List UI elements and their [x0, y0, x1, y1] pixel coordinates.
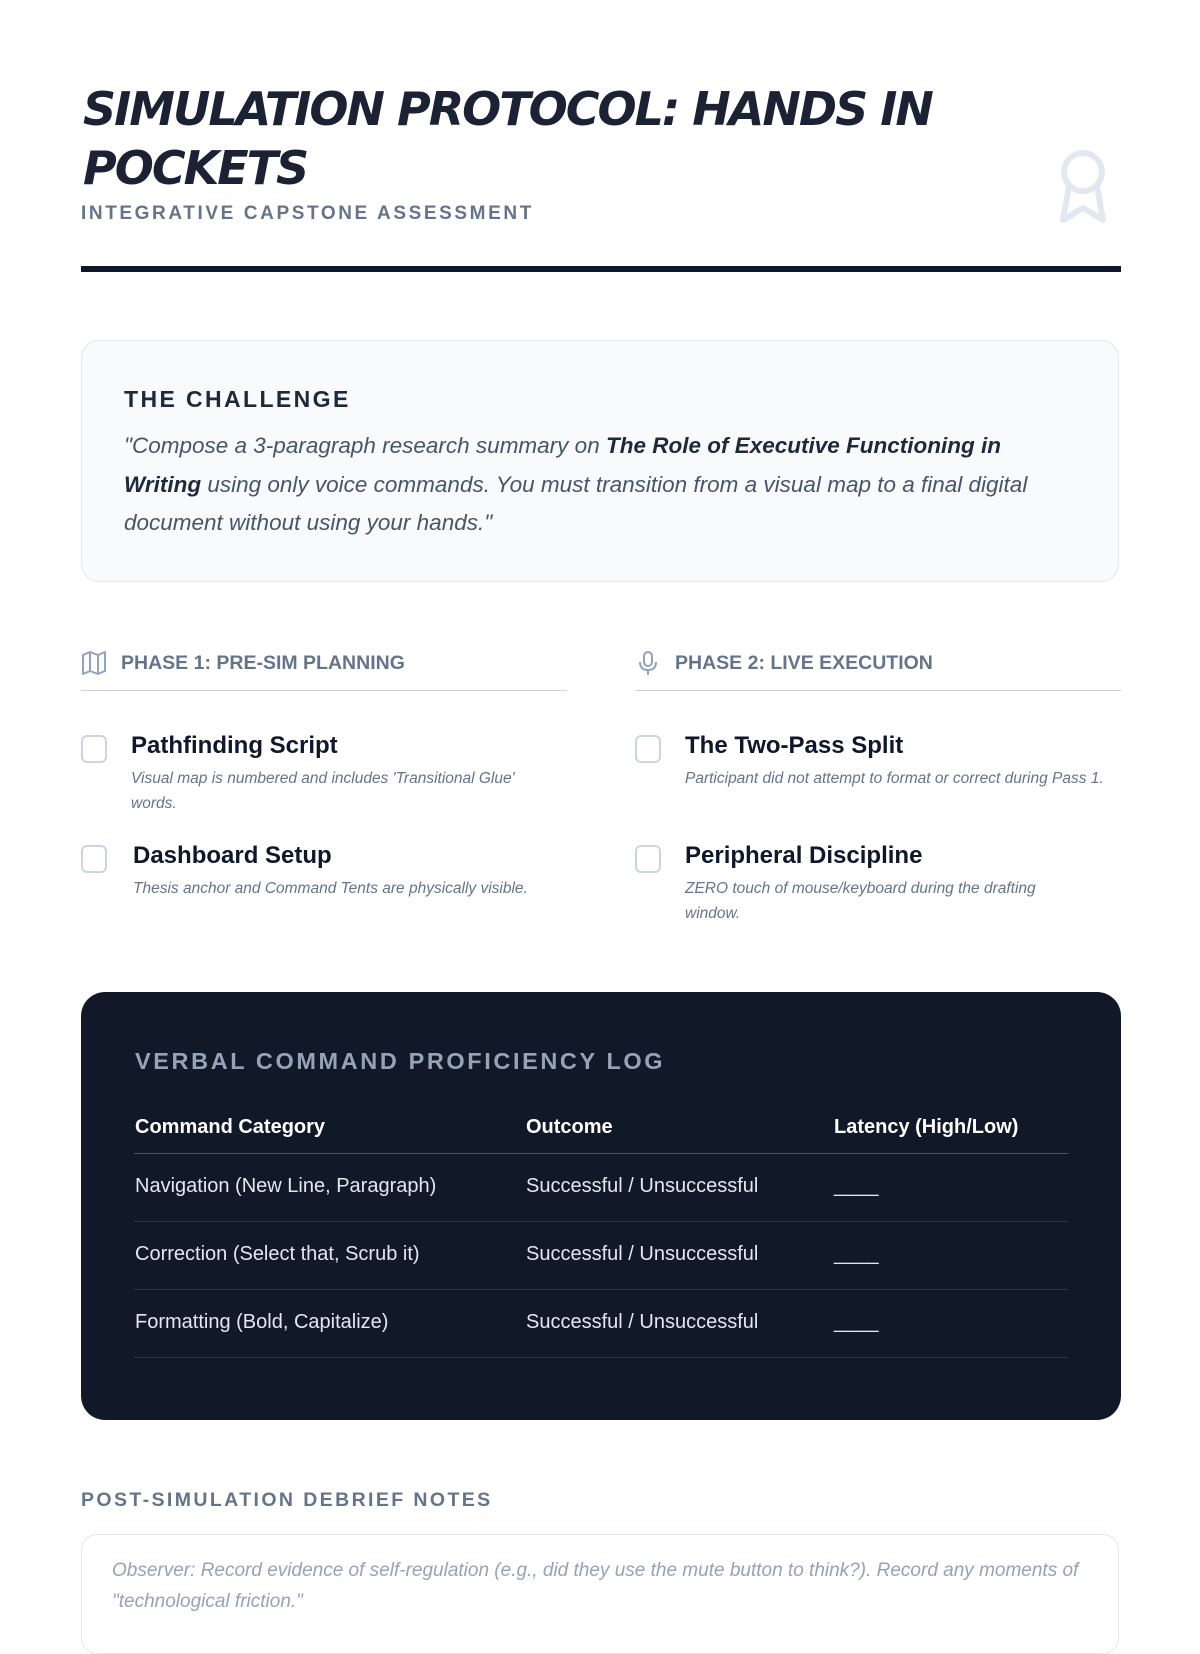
table-row: [134, 1222, 1068, 1290]
microphone-icon: [635, 650, 661, 676]
dashboard-setup-checkbox[interactable]: [81, 845, 107, 873]
phase-1-section: [81, 648, 567, 897]
command-category-cell: Correction (Select that, Scrub it): [135, 1243, 420, 1265]
phase-2-section: [635, 648, 1121, 922]
award-ribbon-icon: [1055, 148, 1111, 226]
challenge-text: [124, 427, 1074, 543]
column-header-outcome: Outcome: [526, 1116, 613, 1138]
checklist-item-title: Dashboard Setup: [133, 842, 332, 869]
command-log-heading: VERBAL COMMAND PROFICIENCY LOG: [135, 1048, 666, 1074]
pathfinding-script-checkbox[interactable]: [81, 735, 107, 763]
table-header-row: [134, 1106, 1068, 1154]
challenge-card: [81, 340, 1119, 582]
phase-2-header: [635, 648, 1121, 691]
latency-cell[interactable]: ____: [834, 1311, 879, 1333]
page-title: SIMULATION PROTOCOL: HANDS IN POCKETS: [83, 82, 932, 195]
column-header-category: Command Category: [135, 1116, 326, 1138]
command-category-cell: Navigation (New Line, Paragraph): [135, 1175, 437, 1197]
table-row: [134, 1154, 1068, 1222]
phase-2-label: PHASE 2: LIVE EXECUTION: [675, 652, 933, 674]
checklist-item-description: Participant did not attempt to format or correct during Pass 1.: [685, 770, 1104, 787]
page-subtitle: INTEGRATIVE CAPSTONE ASSESSMENT: [81, 203, 534, 224]
command-log-panel: [81, 992, 1121, 1420]
checklist-item-title: Pathfinding Script: [131, 732, 338, 759]
protocol-page: [81, 0, 1121, 1612]
checklist-item-description: Visual map is numbered and includes 'Transitional Glue' words.: [131, 770, 515, 812]
header-divider: [81, 266, 1121, 272]
phase-1-header: [81, 648, 567, 691]
challenge-text-end: using only voice commands. You must transition from a visual map to a final digital document without using your hands.": [124, 471, 1028, 535]
command-category-cell: Formatting (Bold, Capitalize): [135, 1311, 389, 1333]
two-pass-split-checkbox[interactable]: [635, 735, 661, 763]
challenge-text-start: "Compose a 3-paragraph research summary on: [124, 433, 606, 458]
map-icon: [81, 650, 107, 676]
checklist-item-title: The Two-Pass Split: [685, 732, 904, 759]
latency-cell[interactable]: ____: [834, 1243, 879, 1265]
latency-cell[interactable]: ____: [834, 1175, 879, 1197]
phase-1-label: PHASE 1: PRE-SIM PLANNING: [121, 652, 405, 674]
debrief-notes-field[interactable]: [81, 1534, 1119, 1654]
challenge-topic: The Role of Executive Functioning in Writing: [124, 433, 1001, 497]
outcome-cell[interactable]: Successful / Unsuccessful: [526, 1311, 759, 1333]
debrief-notes-placeholder: Observer: Record evidence of self-regulation (e.g., did they use the mute button to think?). Record any moments of "technological friction.": [112, 1560, 1079, 1612]
debrief-heading: POST-SIMULATION DEBRIEF NOTES: [81, 1489, 493, 1511]
peripheral-discipline-checkbox[interactable]: [635, 845, 661, 873]
challenge-heading: THE CHALLENGE: [124, 386, 351, 412]
table-row: [134, 1290, 1068, 1358]
outcome-cell[interactable]: Successful / Unsuccessful: [526, 1243, 759, 1265]
outcome-cell[interactable]: Successful / Unsuccessful: [526, 1175, 759, 1197]
command-log-table: [134, 1106, 1068, 1358]
column-header-latency: Latency (High/Low): [834, 1116, 1019, 1138]
checklist-item-description: Thesis anchor and Command Tents are physically visible.: [133, 880, 528, 897]
checklist-item-description: ZERO touch of mouse/keyboard during the drafting window.: [685, 880, 1036, 922]
checklist-item-title: Peripheral Discipline: [685, 842, 923, 869]
